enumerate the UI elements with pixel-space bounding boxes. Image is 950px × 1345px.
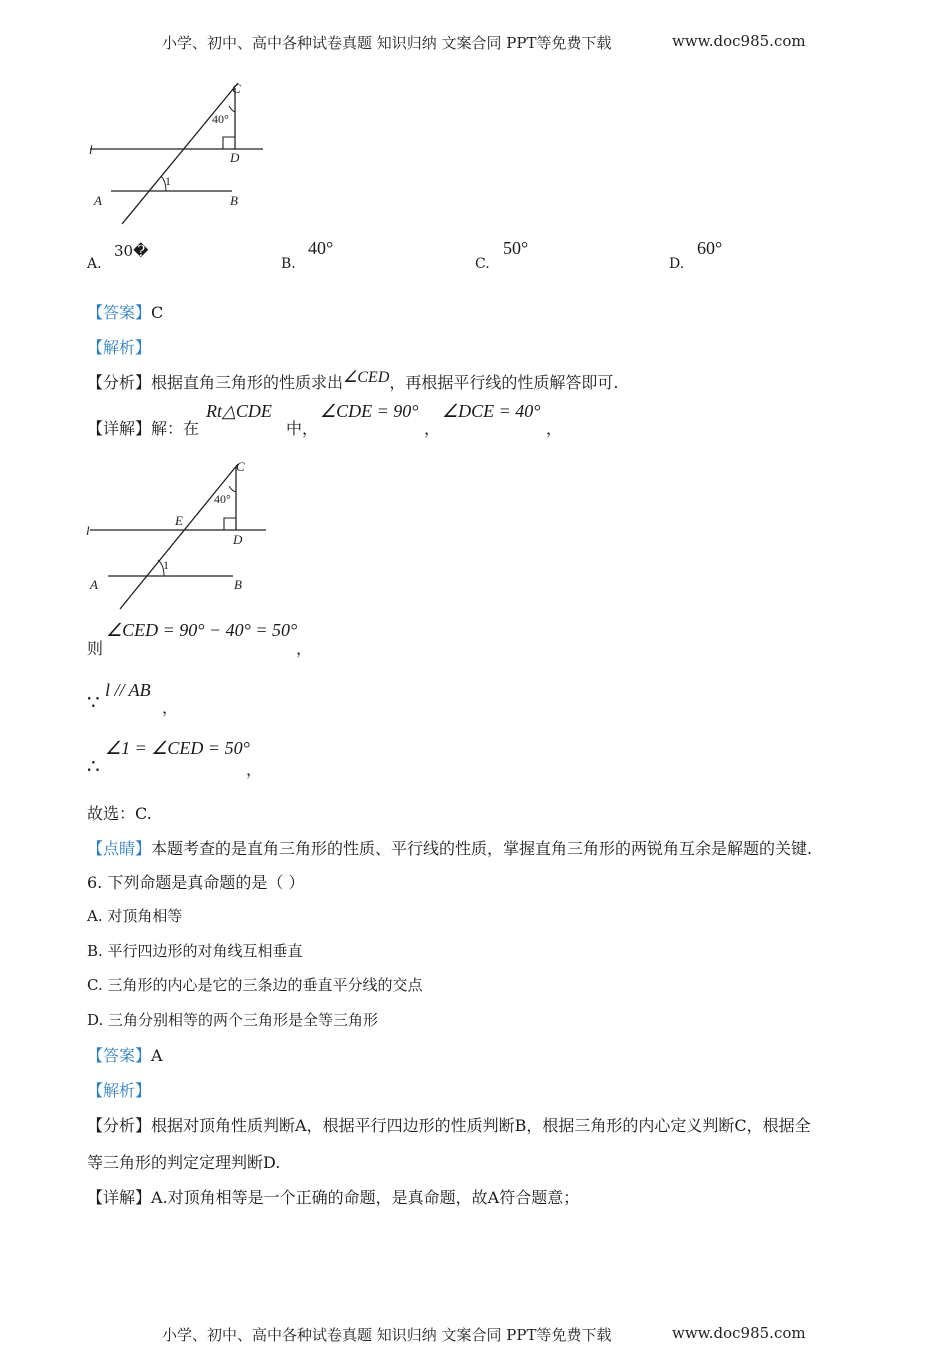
math-cde-90: ∠CDE = 90° [320,401,419,421]
fig2-label-c: C [236,459,245,474]
q5-answer [87,300,163,323]
q5-fenxi: 【分析】根据直角三角形的性质求出∠CED，再根据平行线的性质解答即可. [87,369,619,392]
fig2-label-l: l [86,523,90,538]
fig2-label-b: B [234,577,242,592]
q5-end: ， [546,419,563,438]
fig1-label-d: D [230,150,240,165]
q5-option-c-value: 50° [503,238,529,258]
q5-option-c-letter: C. [475,256,490,272]
because-symbol: ∵ [87,690,100,714]
answer-tag: 【答案】 [87,303,152,322]
math-ced-50: ∠CED = 90° − 40° = 50° [106,620,298,640]
q5-xiangjie-label: 【详解】解：在 [87,419,200,438]
math-rt-cde: Rt△CDE [206,401,272,421]
geometry-figure-2 [78,455,278,615]
geometry-figure-1 [80,78,280,228]
footer-url[interactable]: www.doc985.com [672,1324,806,1342]
q5-option-b-value: 40° [308,238,334,258]
q5-option-d-value: 60° [697,238,723,258]
q6-fenxi-line2: 等三角形的判定定理判断D. [87,1153,281,1172]
q6-option-c: C. 三角形的内心是它的三条边的垂直平分线的交点 [87,976,423,994]
q5-option-a-letter: A. [87,256,102,272]
q6-fenxi-line1: 【分析】根据对顶角性质判断A，根据平行四边形的性质判断B，根据三角形的内心定义判断C，根据全 [87,1116,811,1135]
q6-option-d: D. 三角分别相等的两个三角形是全等三角形 [87,1011,379,1029]
q5-xiangjie-zhong: 中， [286,419,319,438]
therefore-symbol: ∴ [87,754,100,778]
q5-option-b-letter: B. [281,256,296,272]
step-guxuan: 故选：C. [87,804,152,823]
fig2-label-d: D [233,532,243,547]
fig2-label-angle: 40° [214,492,231,506]
step-because-comma: ， [162,698,179,717]
q5-option-d-letter: D. [669,256,685,272]
fig2-label-1: 1 [163,558,169,572]
fig1-label-c: C [232,81,241,96]
step-therefore-comma: ， [246,760,263,779]
math-dce-40: ∠DCE = 40° [442,401,541,421]
math-angle1: ∠1 = ∠CED = 50° [105,738,250,758]
fig2-label-a: A [90,577,98,592]
fig1-label-1: 1 [165,174,171,188]
fig1-label-b: B [230,193,238,208]
step-ze: 则 [87,639,104,658]
math-ced: ∠CED [343,369,390,386]
answer-value: C [151,303,164,322]
fig1-label-angle: 40° [212,112,229,126]
q6-xiangjie: 【详解】A.对顶角相等是一个正确的命题，是真命题，故A符合题意； [87,1188,580,1207]
q6-option-a: A. 对顶角相等 [87,907,183,925]
q6-stem: 6. 下列命题是真命题的是（ ） [87,873,305,892]
q5-option-a-value: 30� [114,242,149,260]
q6-option-b: B. 平行四边形的对角线互相垂直 [87,942,303,960]
header-text: 小学、初中、高中各种试卷真题 知识归纳 文案合同 PPT等免费下载 [162,34,612,52]
header-url[interactable]: www.doc985.com [672,32,806,50]
q6-answer: 【答案】A [87,1046,163,1065]
q5-dianjing: 【点睛】本题考查的是直角三角形的性质、平行线的性质，掌握直角三角形的两锐角互余是解题的关键. [87,839,813,858]
fig1-label-l: l [89,142,93,157]
footer-text: 小学、初中、高中各种试卷真题 知识归纳 文案合同 PPT等免费下载 [162,1326,612,1344]
fig2-label-e: E [175,513,183,528]
q5-sep: ， [424,419,441,438]
step-ze-comma: ， [296,639,313,658]
q6-analysis-tag: 【解析】 [87,1081,152,1100]
q5-analysis-tag: 【解析】 [87,338,152,357]
math-parallel: l // AB [105,680,151,700]
fig1-label-a: A [94,193,102,208]
